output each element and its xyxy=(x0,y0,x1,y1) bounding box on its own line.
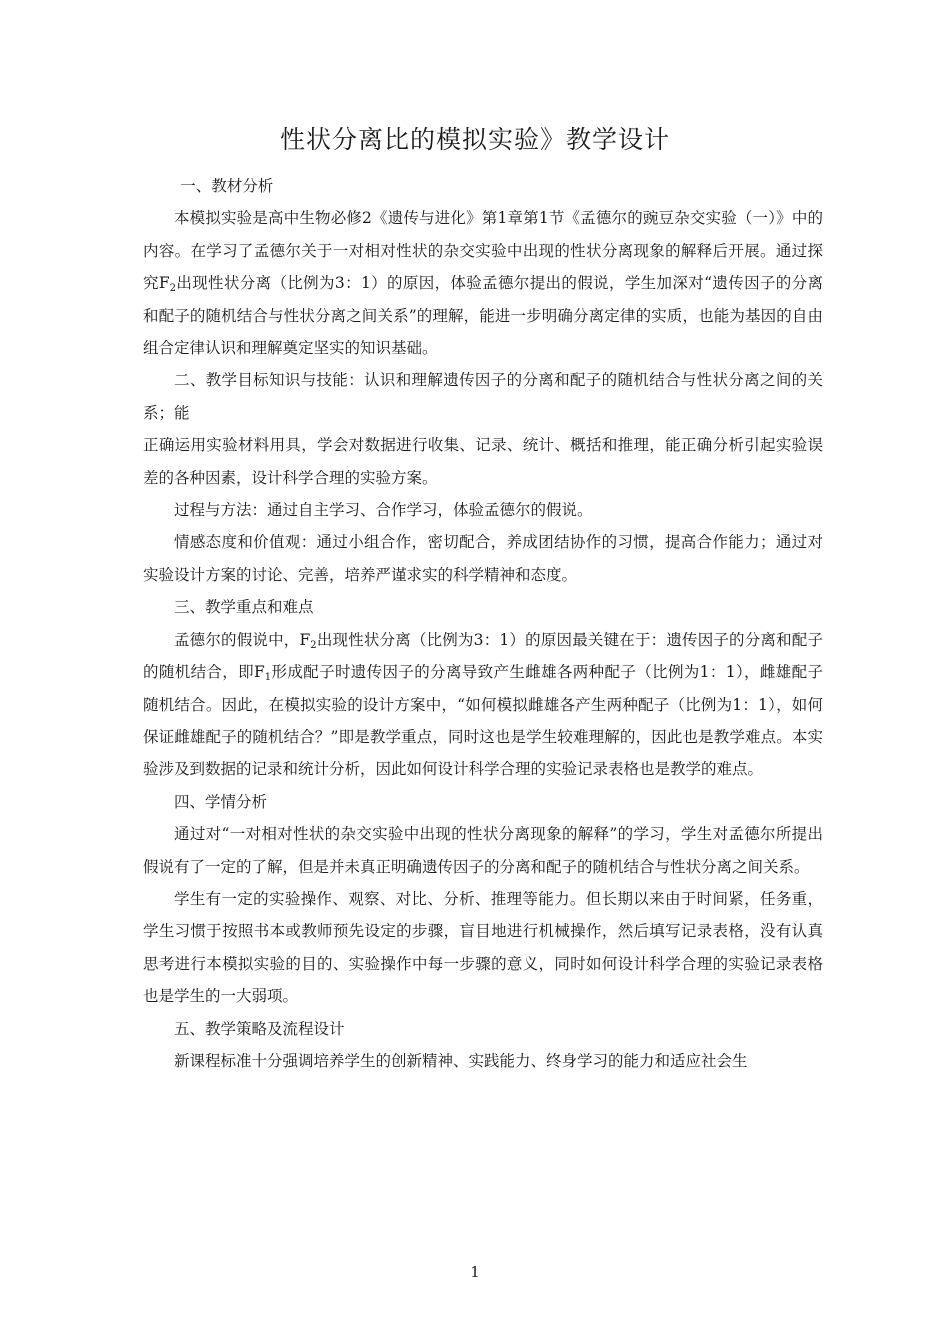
paragraph-strategy: 新课程标准十分强调培养学生的创新精神、实践能力、终身学习的能力和适应社会生 xyxy=(174,1051,748,1070)
f2-symbol: F xyxy=(299,630,311,649)
paragraph-key-points xyxy=(143,624,823,786)
f2-subscript: 2 xyxy=(310,639,317,651)
section-heading-textbook-analysis: 一、教材分析 xyxy=(180,177,274,195)
paragraph-text: 出现性状分离（比例为3：1）的原因最关键在于：遗传因子的分离和配子的随机结合，即 xyxy=(143,630,823,682)
section-heading-strategy: 五、教学策略及流程设计 xyxy=(174,1019,345,1038)
document-title: 性状分离比的模拟实验》教学设计 xyxy=(279,125,670,154)
paragraph-emotion-values: 情感态度和价值观：通过小组合作，密切配合，养成团结协作的习惯，提高合作能力；通过对实验设计方案的讨论、完善，培养严谨求实的科学精神和态度。 xyxy=(143,533,823,584)
f1-symbol: F xyxy=(254,663,265,682)
f2-subscript: 2 xyxy=(169,283,176,295)
paragraph-teaching-goals-continued: 正确运用实验材料用具，学会对数据进行收集、记录、统计、概括和推理，能正确分析引起实验误差的各种因素，设计科学合理的实验方案。 xyxy=(143,436,823,487)
f1-subscript: 1 xyxy=(264,672,272,684)
section-heading-teaching-goals: 二、教学目标知识与技能：认识和理解遗传因子的分离和配子的随机结合与性状分离之间的关系；能 xyxy=(143,371,823,422)
paragraph-student-analysis-1: 通过对“一对相对性状的杂交实验中出现的性状分离现象的解释”的学习，学生对孟德尔所提出假说有了一定的了解，但是并未真正明确遗传因子的分离和配子的随机结合与性状分离之间关系。 xyxy=(143,825,823,876)
f2-symbol: F xyxy=(158,274,170,293)
section-heading-student-analysis: 四、学情分析 xyxy=(174,792,268,811)
paragraph-text: 形成配子时遗传因子的分离导致产生雌雄各两种配子（比例为1：1），雌雄配子随机结合。因此，在模拟实验的设计方案中，“如何模拟雌雄各产生两种配子（比例为1：1），如何保证雌雄配子的随机结合？”即是教学重点，同时这也是学生较难理解的，因此也是教学难点。本实验涉及到数据的记录和统计分析，因此如何设计科学合理的实验记录表格也是教学的难点。 xyxy=(143,663,823,779)
document-body xyxy=(143,170,823,1077)
paragraph-text: 出现性状分离（比例为3：1）的原因，体验孟德尔提出的假说，学生加深对“遗传因子的分离和配子的随机结合与性状分离之间关系”的理解，能进一步明确分离定律的实质，也能为基因的自由组合定律认识和理解奠定坚实的知识基础。 xyxy=(143,274,823,358)
page-number: 1 xyxy=(470,1263,480,1281)
paragraph-text: 孟德尔的假说中， xyxy=(174,630,300,649)
paragraph-student-analysis-2: 学生有一定的实验操作、观察、对比、分析、推理等能力。但长期以来由于时间紧，任务重，学生习惯于按照书本或教师预先设定的步骤，盲目地进行机械操作，然后填写记录表格，没有认真思考进行本模拟实验的目的、实验操作中每一步骤的意义，同时如何设计科学合理的实验记录表格也是学生的一大弱项。 xyxy=(143,889,823,1006)
paragraph-textbook-analysis xyxy=(143,202,823,364)
paragraph-text: 本模拟实验是高中生物必修2《遗传与进化》第1章第1节《孟德尔的豌豆杂交实验（一）》中的内容。在学习了孟德尔关于一对相对性状的杂交实验中出现的性状分离现象的解释后开展。通过探究 xyxy=(143,209,823,293)
paragraph-process-methods: 过程与方法：通过自主学习、合作学习，体验孟德尔的假说。 xyxy=(174,501,593,520)
section-heading-key-points: 三、教学重点和难点 xyxy=(174,598,314,617)
